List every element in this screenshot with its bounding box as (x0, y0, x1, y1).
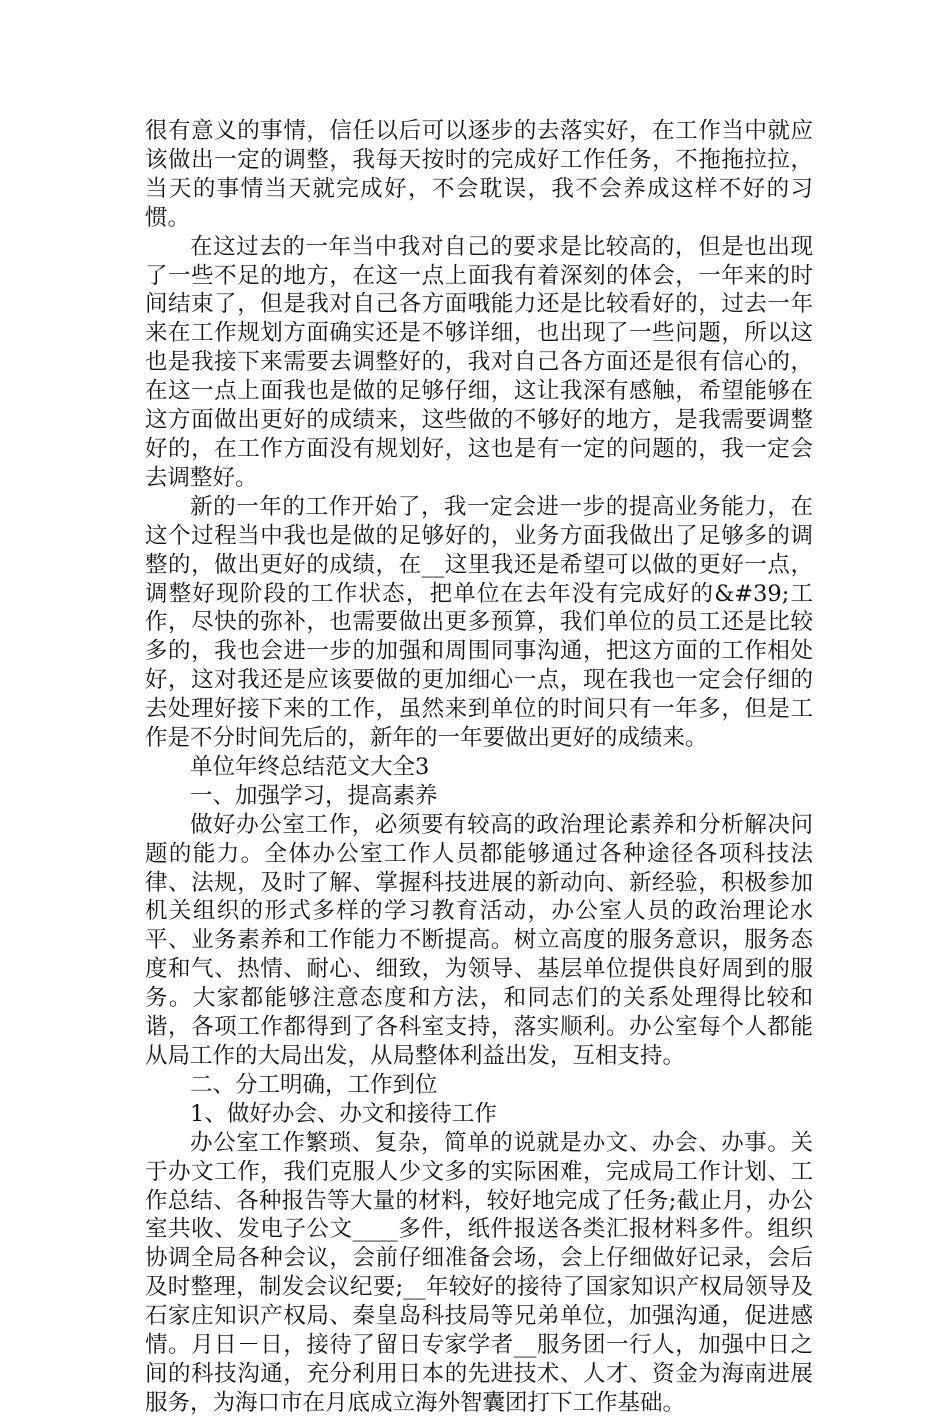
paragraph-continuation: 很有意义的事情，信任以后可以逐步的去落实好，在工作当中就应该做出一定的调整，我每天按时的完成好工作任务，不拖拖拉拉，当天的事情当天就完成好，不会耽误，我不会养成这样不好的习惯。 (145, 118, 813, 231)
document-page (145, 117, 813, 1418)
paragraph-office-work: 办公室工作繁琐、复杂，简单的说就是办文、办会、办事。关于办文工作，我们克服人少文多的实际困难，完成局工作计划、工作总结、各种报告等大量的材料，较好地完成了任务;截止月，办公室共收、发电子公文____多件，纸件报送各类汇报材料多件。组织协调全局各种会议，会前仔细准备会场，会上仔细做好记录，会后及时整理，制发会议纪要;__年较好的接待了国家知识产权局领导及石家庄知识产权局、秦皇岛科技局等兄弟单位，加强沟通，促进感情。月日－日，接待了留日专家学者__服务团一行人，加强中日之间的科技沟通，充分利用日本的先进技术、人才、资金为海南进展服务，为海口市在月底成立海外智囊团打下工作基础。 (145, 1129, 813, 1416)
subheading-office-work: 1、做好办会、办文和接待工作 (190, 1100, 497, 1127)
paragraph-self-reflection: 在这过去的一年当中我对自己的要求是比较高的，但是也出现了一些不足的地方，在这一点上面我有着深刻的体会，一年来的时间结束了，但是我对自己各方面哦能力还是比较看好的，过去一年来在工作规划方面确实还是不够详细，也出现了一些问题，所以这也是我接下来需要去调整好的，我对自己各方面还是很有信心的，在这一点上面我也是做的足够仔细，这让我深有感触，希望能够在这方面做出更好的成绩来，这些做的不够好的地方，是我需要调整好的，在工作方面没有规划好，这也是有一定的问题的，我一定会去调整好。 (145, 233, 813, 491)
heading-division-of-work: 二、分工明确，工作到位 (190, 1071, 438, 1098)
paragraph-new-year-plan: 新的一年的工作开始了，我一定会进一步的提高业务能力，在这个过程当中我也是做的足够好的，业务方面我做出了足够多的调整的，做出更好的成绩，在__这里我还是希望可以做的更好一点，调整好现阶段的工作状态，把单位在去年没有完成好的&#39;工作，尽快的弥补，也需要做出更多预算，我们单位的员工还是比较多的，我也会进一步的加强和周围同事沟通，把这方面的工作相处好，这对我还是应该要做的更加细心一点，现在我也一定会仔细的去处理好接下来的工作，虽然来到单位的时间只有一年多，但是工作是不分时间先后的，新年的一年要做出更好的成绩来。 (145, 493, 813, 752)
section-title: 单位年终总结范文大全3 (190, 753, 430, 780)
paragraph-study: 做好办公室工作，必须要有较高的政治理论素养和分析解决问题的能力。全体办公室工作人员都能够通过各种途径各项科技法律、法规，及时了解、掌握科技进展的新动向、新经验，积极参加机关组织的形式多样的学习教育活动，办公室人员的政治理论水平、业务素养和工作能力不断提高。树立高度的服务意识，服务态度和气、热情、耐心、细致，为领导、基层单位提供良好周到的服务。大家都能够注意态度和方法，和同志们的关系处理得比较和谐，各项工作都得到了各科室支持，落实顺利。办公室每个人都能从局工作的大局出发，从局整体利益出发，互相支持。 (145, 811, 813, 1069)
heading-study: 一、加强学习，提高素养 (190, 782, 438, 809)
